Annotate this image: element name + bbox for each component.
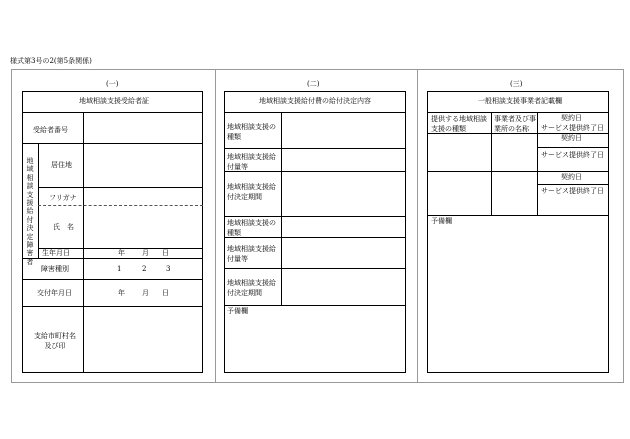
service-type-label-1: 地域相談支援の 種類 [227,123,276,141]
column-service-end-date: サービス提供終了日 [541,124,604,132]
panel3-row-line [427,215,609,216]
column-business-name: 事業者及び事 業所の名称 [494,115,536,133]
panel2-row-line [224,148,406,149]
panel3-title: 一般相談支援事業者記載欄 [478,97,562,105]
entry1-service-end-date: サービス提供終了日 [541,151,604,159]
issue-year-unit: 年 [118,289,125,297]
entry2-contract-date: 契約日 [561,173,582,181]
panel-divider-2 [417,69,418,383]
service-type-label-2: 地域相談支援の 種類 [227,219,276,237]
panel1-col-line [83,258,84,373]
panel2-row-line [224,268,406,269]
panel1-row-line [22,143,203,144]
name-label: 氏 名 [53,223,74,231]
recipient-number-label: 受給者番号 [33,126,68,134]
panel2-row-line [224,112,406,113]
panel2-row-line [224,171,406,172]
entry1-contract-date: 契約日 [561,134,582,142]
panel1-col-line [83,143,84,258]
municipality-label: 支給市町村名 及び印 [34,332,76,350]
panel2-row-line [224,305,406,306]
benefit-amount-label-1: 地域相談支援給 付量等 [227,153,276,171]
column-service-type: 提供する地域相談 支援の種類 [431,115,487,133]
panel2-row-line [224,216,406,217]
issue-day-unit: 日 [162,289,169,297]
furigana-label: フリガナ [49,194,77,202]
panel1-row-line [22,306,203,307]
benefit-amount-label-2: 地域相談支援給 付量等 [227,245,276,263]
birth-year-unit: 年 [118,249,125,257]
disability-type-label: 障害種別 [41,265,69,273]
panel3-col-line [537,112,538,215]
decision-period-label-1: 地域相談支援給 付決定期間 [227,183,276,201]
panel3-row-line [427,171,609,172]
panel3-col-line [491,112,492,215]
birth-month-unit: 月 [142,249,149,257]
issue-date-label: 交付年月日 [37,289,72,297]
panel3-notes-label: 予備欄 [431,217,452,225]
furigana-dashed-line [38,205,203,206]
disability-option-1: 1 [117,265,122,273]
panel1-label: (一) [106,80,119,88]
address-label: 居住地 [51,161,72,169]
birthdate-label: 生年月日 [42,249,70,257]
panel3-row-line [537,147,609,148]
panel3-label: (三) [510,80,523,88]
form-number: 様式第3号の2(第5条関係) [10,57,92,65]
issue-month-unit: 月 [142,289,149,297]
column-contract-date: 契約日 [561,114,582,122]
decision-period-label-2: 地域相談支援給 付決定期間 [227,279,276,297]
panel2-row-line [224,237,406,238]
panel2-label: (二) [307,80,320,88]
entry2-service-end-date: サービス提供終了日 [541,187,604,195]
panel-divider-1 [215,69,216,383]
panel2-title: 地域相談支援給付費の給付決定内容 [259,97,371,105]
disability-option-3: 3 [166,265,171,273]
panel2-col-line [281,112,282,305]
birth-day-unit: 日 [162,249,169,257]
panel1-row-line [38,187,203,188]
disability-option-2: 2 [142,265,147,273]
beneficiary-vertical-label: 地域相談支援給付決定障害者 [26,157,34,266]
panel2-notes-label: 予備欄 [227,307,248,315]
panel1-row-line [22,279,203,280]
panel3-row-line [427,112,609,113]
panel1-row-line [22,258,203,259]
panel1-col-line [83,112,84,143]
panel1-row-line [22,112,203,113]
panel3-row-line [537,184,609,185]
panel1-col-line [38,143,39,258]
panel1-title: 地域相談支援受給者証 [79,97,149,105]
